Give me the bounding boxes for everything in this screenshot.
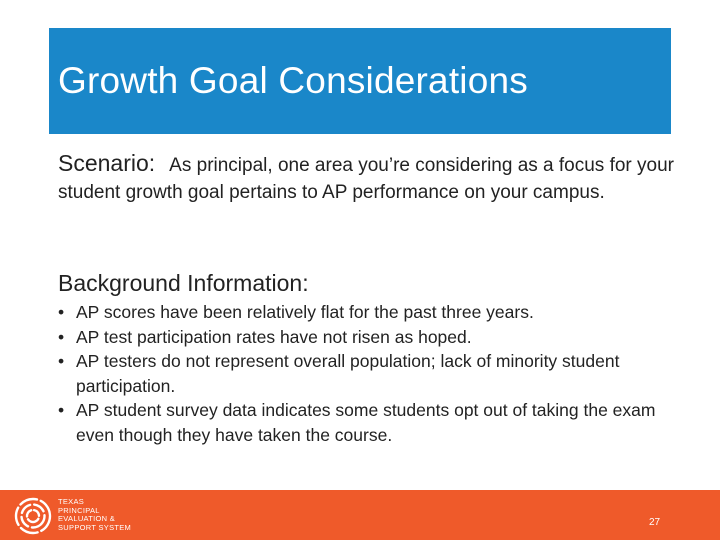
bullet-text: AP testers do not represent overall population; lack of minority student participation. xyxy=(76,351,620,396)
background-heading: Background Information: xyxy=(58,270,309,296)
bullet-item xyxy=(58,325,678,350)
bullet-text: AP test participation rates have not risen as hoped. xyxy=(76,326,472,347)
bullet-mark: • xyxy=(58,400,65,420)
scenario-paragraph xyxy=(58,150,678,206)
bullet-mark: • xyxy=(58,302,65,322)
bullet-text: AP student survey data indicates some students opt out of taking the exam even though they have taken the course. xyxy=(76,400,656,445)
bullet-item xyxy=(58,349,678,398)
scenario-label: Scenario: xyxy=(58,150,156,176)
logo-line: PRINCIPAL xyxy=(58,505,100,515)
slide-title: Growth Goal Considerations xyxy=(58,60,528,101)
bullet-item xyxy=(58,300,678,325)
logo-line: EVALUATION & xyxy=(58,514,116,523)
logo-line: TEXAS xyxy=(58,497,85,506)
scenario-text: As principal, one area you’re considering as a focus for your student growth goal pertains to AP performance on your campus. xyxy=(58,155,674,203)
footer-logo-wordmark xyxy=(58,497,132,532)
logo-line: SUPPORT SYSTEM xyxy=(58,522,132,532)
bullet-text: AP scores have been relatively flat for the past three years. xyxy=(76,302,534,322)
page-number: 27 xyxy=(649,517,661,528)
bullet-item xyxy=(58,398,678,447)
title-bar xyxy=(49,28,671,134)
bullet-mark: • xyxy=(58,351,65,371)
footer-bar xyxy=(0,490,720,540)
bullet-mark: • xyxy=(58,326,65,347)
background-bullet-list xyxy=(58,300,678,447)
swirl-circle-logo-icon xyxy=(13,496,53,536)
